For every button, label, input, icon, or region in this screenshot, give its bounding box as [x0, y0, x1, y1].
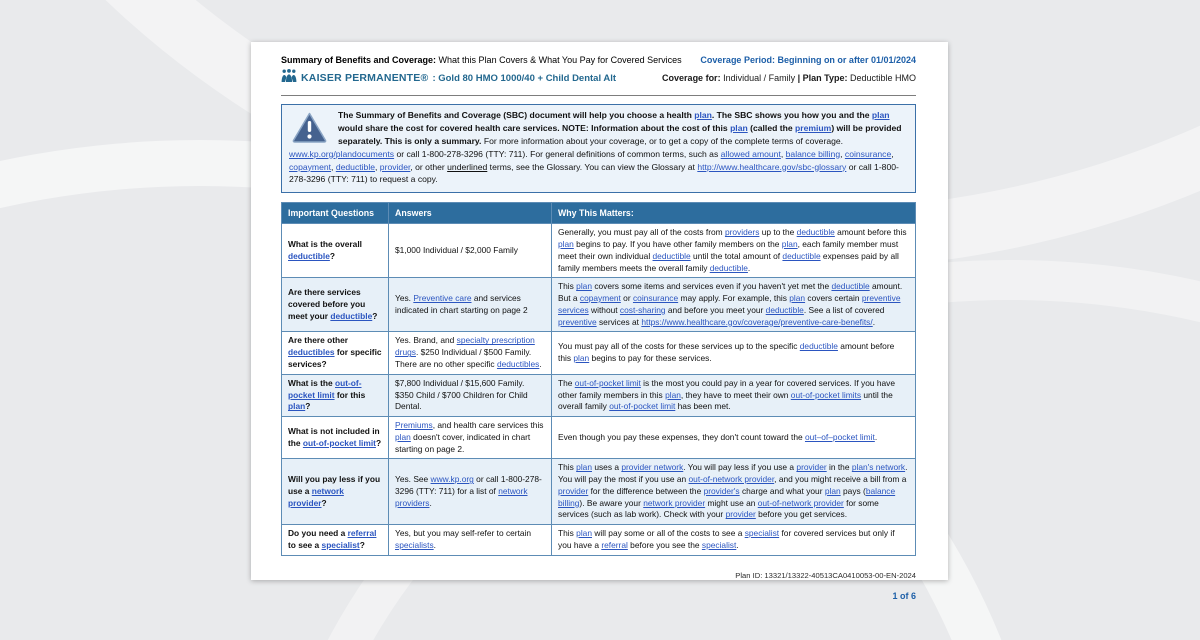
- text-segment: What is not included in the: [288, 425, 380, 448]
- text-segment: . You will pay less if you use a: [683, 462, 797, 473]
- text-segment: has been met.: [675, 401, 731, 412]
- text-segment: until the overall family: [558, 389, 893, 412]
- text-segment: Summary of Benefits and Coverage:: [281, 55, 437, 65]
- text-segment: for this: [334, 389, 366, 400]
- text-segment: or: [620, 293, 633, 304]
- text-segment: begins to pay for these services.: [589, 353, 712, 364]
- inline-link[interactable]: referral: [347, 528, 377, 539]
- text-segment: This: [558, 281, 577, 292]
- question-cell: [282, 525, 389, 556]
- inline-link[interactable]: provider network: [621, 462, 684, 473]
- kaiser-permanente-logo-icon: [281, 69, 297, 87]
- inline-link[interactable]: plan's network: [851, 462, 906, 473]
- text-segment: Coverage for:: [662, 73, 721, 83]
- why-cell: [552, 417, 916, 459]
- text-segment: for covered services but only if you have a: [558, 528, 895, 550]
- text-segment: for specific services?: [288, 347, 382, 369]
- text-segment: Are there services covered before you meet your: [288, 287, 366, 321]
- inline-link[interactable]: out-of-pocket limits: [790, 389, 862, 400]
- text-segment: ,: [891, 148, 894, 159]
- sbc-document-page: [251, 42, 948, 601]
- text-segment: for some services (such as lab work). Check with your: [558, 497, 879, 520]
- inline-link[interactable]: https://www.healthcare.gov/coverage/preventive-care-benefits/: [641, 316, 873, 327]
- inline-link[interactable]: deductibles: [496, 359, 540, 369]
- answer-cell: [389, 224, 552, 278]
- text-segment: .: [736, 539, 739, 550]
- inline-link[interactable]: Premiums: [395, 420, 433, 431]
- inline-link[interactable]: plan: [573, 353, 590, 364]
- inline-link[interactable]: network provider: [288, 485, 344, 508]
- brand-row: [281, 69, 916, 87]
- table-row: [282, 224, 916, 278]
- text-segment: and services indicated in chart starting on page 2: [395, 293, 528, 315]
- inline-link[interactable]: plan: [576, 528, 592, 539]
- inline-link[interactable]: plan: [789, 293, 806, 304]
- inline-link[interactable]: deductible: [796, 227, 835, 238]
- answer-cell: [389, 374, 552, 416]
- header-divider: [281, 95, 916, 96]
- text-segment: .: [429, 497, 432, 508]
- text-segment: ) will be provided separately. This is only a summary.: [338, 122, 902, 146]
- answer-cell: [389, 332, 552, 374]
- text-segment: The Summary of Benefits and Coverage (SBC) document will help you choose a health: [338, 110, 695, 120]
- text-segment: Deductible HMO: [847, 73, 916, 83]
- inline-link[interactable]: coinsurance: [844, 148, 892, 159]
- text-segment: amount before this: [834, 227, 907, 238]
- text-segment: Yes. Brand, and: [395, 335, 457, 346]
- answer-cell: [389, 459, 552, 525]
- question-cell: [282, 374, 389, 416]
- questions-table-body: [282, 224, 916, 555]
- text-segment: ?: [329, 250, 336, 261]
- why-cell: [552, 459, 916, 525]
- text-segment: . The SBC shows you how you and the: [711, 110, 872, 120]
- coverage-for: [662, 73, 916, 83]
- document-header: [281, 55, 916, 65]
- text-segment: until the total amount of: [690, 250, 783, 261]
- inline-link[interactable]: deductible: [335, 161, 376, 172]
- inline-link[interactable]: provider's: [703, 485, 740, 496]
- text-segment: ,: [331, 161, 336, 172]
- inline-link[interactable]: premium: [795, 122, 832, 133]
- table-header-row: [282, 203, 916, 224]
- text-segment: For more information about your coverage, or to get a copy of the complete terms of coverage.: [483, 135, 844, 146]
- text-segment: or call 1-800-278-3296 (TTY: 711) for a list of: [395, 474, 542, 496]
- inline-link[interactable]: specialist: [321, 539, 360, 550]
- text-segment: . You will pay the most if you use an: [558, 462, 908, 485]
- inline-link[interactable]: deductible: [709, 262, 748, 273]
- text-segment: before you get services.: [755, 509, 848, 520]
- text-segment: $1,000 Individual / $2,000 Family: [395, 244, 518, 255]
- text-segment: without: [588, 304, 620, 315]
- inline-link[interactable]: out-of-pocket limit: [574, 377, 641, 388]
- answer-cell: [389, 417, 552, 459]
- text-segment: ?: [359, 539, 365, 550]
- why-cell: [552, 224, 916, 278]
- text-segment: What is the: [288, 377, 335, 388]
- inline-link[interactable]: allowed amount: [720, 148, 781, 159]
- col-header-answers: Answers: [389, 203, 552, 224]
- text-segment: or call 1-800-278-3296 (TTY: 711). For general definitions of common terms, such as: [394, 148, 721, 159]
- text-segment: ). Be aware your: [579, 497, 644, 508]
- text-segment: . $250 Individual / $500 Family. There are no other specific: [395, 347, 532, 369]
- inline-link[interactable]: plan: [730, 122, 748, 133]
- text-segment: Even though you pay these expenses, they don't count toward the: [558, 431, 805, 442]
- inline-link[interactable]: deductible: [652, 250, 691, 261]
- text-segment: .: [872, 316, 876, 327]
- inline-link[interactable]: deductible: [782, 250, 821, 261]
- inline-link[interactable]: deductible: [799, 341, 838, 352]
- text-segment: pays (: [840, 485, 866, 496]
- text-segment: . See a list of covered: [803, 304, 885, 315]
- text-segment: charge and what your: [739, 485, 825, 496]
- text-segment: What is the overall: [288, 239, 362, 250]
- text-segment: | Plan Type:: [797, 73, 848, 83]
- coverage-period: Coverage Period: Beginning on or after 01/01/2024: [700, 55, 916, 65]
- inline-link[interactable]: www.kp.org: [430, 474, 474, 485]
- inline-link[interactable]: www.kp.org/plandocuments: [289, 148, 395, 159]
- text-segment: or call 1-800-278-3296 (TTY: 711) to request a copy.: [289, 161, 899, 185]
- text-segment: begins to pay. If you have other family members on the: [573, 239, 782, 250]
- inline-link[interactable]: copayment: [579, 293, 621, 304]
- table-row: [282, 417, 916, 459]
- plan-id: Plan ID: 13321/13322-40513CA0410053-00-EN-2024: [735, 570, 916, 580]
- col-header-why-this-matters: Why This Matters:: [552, 203, 916, 224]
- inline-link[interactable]: deductibles: [288, 347, 335, 358]
- text-segment: $7,800 Individual / $15,600 Family. $350 Child / $700 Children for Child Dental.: [395, 377, 528, 412]
- inline-link[interactable]: network provider: [643, 497, 706, 508]
- text-segment: , and health care services this: [432, 420, 544, 431]
- question-cell: [282, 224, 389, 278]
- why-cell: [552, 332, 916, 374]
- table-row: [282, 278, 916, 332]
- important-questions-table: [281, 202, 916, 555]
- text-segment: in the: [826, 462, 852, 473]
- text-segment: covers some items and services even if you haven't yet met the: [592, 281, 832, 292]
- inline-link[interactable]: plan: [665, 389, 681, 400]
- table-row: [282, 525, 916, 556]
- text-segment: , they have to meet their own: [680, 389, 791, 400]
- inline-link[interactable]: out-of-network provider: [757, 497, 844, 508]
- inline-link[interactable]: plan: [576, 281, 592, 292]
- inline-link[interactable]: plan: [824, 485, 841, 496]
- inline-link[interactable]: deductible: [765, 304, 804, 315]
- inline-link[interactable]: plan: [288, 401, 306, 412]
- text-segment: doesn't cover, indicated in chart starting on page 2.: [395, 431, 531, 454]
- inline-link[interactable]: provider: [558, 485, 589, 496]
- text-segment: up to the: [759, 227, 797, 238]
- inline-link[interactable]: cost-sharing: [619, 304, 666, 315]
- text-segment: will pay some or all of the costs to see a: [592, 528, 745, 539]
- table-row: [282, 374, 916, 416]
- question-cell: [282, 417, 389, 459]
- inline-link[interactable]: preventive services: [558, 293, 901, 315]
- text-segment: , and you might receive a bill from a: [774, 474, 907, 485]
- text-segment: terms, see the Glossary. You can view the Glossary at: [487, 161, 698, 172]
- question-cell: [282, 332, 389, 374]
- inline-link[interactable]: copayment: [289, 161, 332, 172]
- brand: [281, 69, 616, 87]
- inline-link[interactable]: provider: [725, 509, 756, 520]
- answer-cell: [389, 525, 552, 556]
- inline-link[interactable]: out-of-network provider: [688, 474, 775, 485]
- text-segment: ,: [375, 161, 380, 172]
- notice-text: [289, 110, 902, 184]
- text-segment: uses a: [592, 462, 622, 473]
- question-cell: [282, 459, 389, 525]
- text-segment: and before you meet your: [665, 304, 766, 315]
- inline-link[interactable]: plan: [395, 431, 411, 442]
- inline-link[interactable]: provider: [379, 161, 411, 172]
- text-segment: Yes, but you may self-refer to certain: [395, 528, 532, 539]
- document-title: [281, 55, 682, 65]
- inline-link[interactable]: preventive: [558, 316, 597, 327]
- inline-link[interactable]: specialist: [744, 528, 780, 539]
- text-segment: Do you need a: [288, 528, 348, 539]
- inline-link[interactable]: balance billing: [558, 485, 896, 508]
- question-cell: [282, 278, 389, 332]
- inline-link[interactable]: plan: [694, 110, 712, 120]
- text-segment: Generally, you must pay all of the costs from: [558, 227, 725, 238]
- inline-link[interactable]: out–of–pocket limit: [804, 431, 875, 442]
- inline-link[interactable]: deductible: [330, 310, 373, 321]
- text-segment: expenses paid by all family members meets the overall family: [558, 250, 899, 273]
- why-cell: [552, 374, 916, 416]
- text-segment: Will you pay less if you use a: [288, 474, 381, 496]
- page-number: 1 of 6: [892, 590, 916, 601]
- inline-link[interactable]: out-of-pocket limit: [609, 401, 676, 412]
- inline-link[interactable]: plan: [576, 462, 592, 473]
- text-segment: amount. But a: [558, 281, 903, 304]
- text-segment: ,: [840, 148, 845, 159]
- text-segment: might use an: [705, 497, 758, 508]
- table-row: [282, 459, 916, 525]
- alert-triangle-icon: [292, 112, 327, 143]
- text-segment: ,: [780, 148, 786, 159]
- text-segment: This: [558, 462, 577, 473]
- text-segment: ?: [372, 310, 378, 321]
- text-segment: .: [433, 539, 436, 550]
- text-segment: before you see the: [627, 539, 702, 550]
- inline-link[interactable]: out-of-pocket limit: [288, 377, 362, 400]
- inline-link[interactable]: specialists: [395, 539, 434, 550]
- text-segment: (called the: [747, 122, 796, 133]
- inline-link[interactable]: coinsurance: [632, 293, 679, 304]
- inline-link[interactable]: specialty prescription drugs: [395, 335, 535, 358]
- inline-link[interactable]: plan: [558, 239, 574, 250]
- text-segment: Yes.: [395, 293, 414, 304]
- inline-link[interactable]: balance billing: [785, 148, 841, 159]
- text-segment: Yes. See: [395, 474, 431, 485]
- notice-box: [281, 104, 916, 193]
- text-segment: to see a: [288, 539, 322, 550]
- text-segment: services at: [596, 316, 642, 327]
- inline-link[interactable]: network providers: [395, 485, 528, 508]
- text-segment: , or other: [410, 161, 448, 172]
- answer-cell: [389, 278, 552, 332]
- text-segment: Are there other: [288, 335, 349, 346]
- text-segment: covers certain: [805, 293, 862, 304]
- text-segment: ?: [321, 497, 327, 508]
- why-cell: [552, 278, 916, 332]
- text-segment: , each family member must meet their own individual: [558, 239, 899, 261]
- inline-link[interactable]: deductible: [288, 250, 330, 261]
- inline-link[interactable]: providers: [724, 227, 760, 238]
- text-segment: is the most you could pay in a year for covered services. If you have other family members in this: [558, 377, 896, 400]
- col-header-important-questions: Important Questions: [282, 203, 389, 224]
- text-segment: amount before this: [558, 341, 895, 364]
- text-segment: .: [874, 431, 878, 442]
- text-segment: underlined: [447, 161, 488, 172]
- text-segment: ?: [375, 437, 382, 448]
- text-segment: This: [558, 528, 577, 539]
- inline-link[interactable]: plan: [871, 110, 890, 120]
- text-segment: for the difference between the: [588, 485, 704, 496]
- text-segment: What this Plan Covers & What You Pay for Covered Services: [436, 55, 682, 65]
- inline-link[interactable]: http://www.healthcare.gov/sbc-glossary: [697, 161, 847, 172]
- inline-link[interactable]: out-of-pocket limit: [302, 437, 376, 448]
- inline-link[interactable]: referral: [601, 539, 628, 550]
- text-segment: .: [747, 262, 751, 273]
- plan-name: : Gold 80 HMO 1000/40 + Child Dental Alt: [432, 72, 617, 84]
- inline-link[interactable]: Preventive care: [413, 293, 472, 304]
- why-cell: [552, 525, 916, 556]
- text-segment: may apply. For example, this: [678, 293, 790, 304]
- text-segment: The: [558, 377, 575, 388]
- inline-link[interactable]: deductible: [831, 281, 870, 292]
- text-segment: ?: [305, 401, 311, 412]
- text-segment: .: [539, 359, 542, 369]
- text-segment: would share the cost for covered health care services. NOTE: Information about the cost of this: [338, 122, 731, 133]
- inline-link[interactable]: plan: [781, 239, 798, 250]
- text-segment: You must pay all of the costs for these services up to the specific: [558, 341, 800, 352]
- brand-name: KAISER PERMANENTE®: [301, 72, 429, 84]
- table-row: [282, 332, 916, 374]
- inline-link[interactable]: specialist: [701, 539, 737, 550]
- inline-link[interactable]: provider: [796, 462, 827, 473]
- text-segment: Individual / Family: [720, 73, 798, 83]
